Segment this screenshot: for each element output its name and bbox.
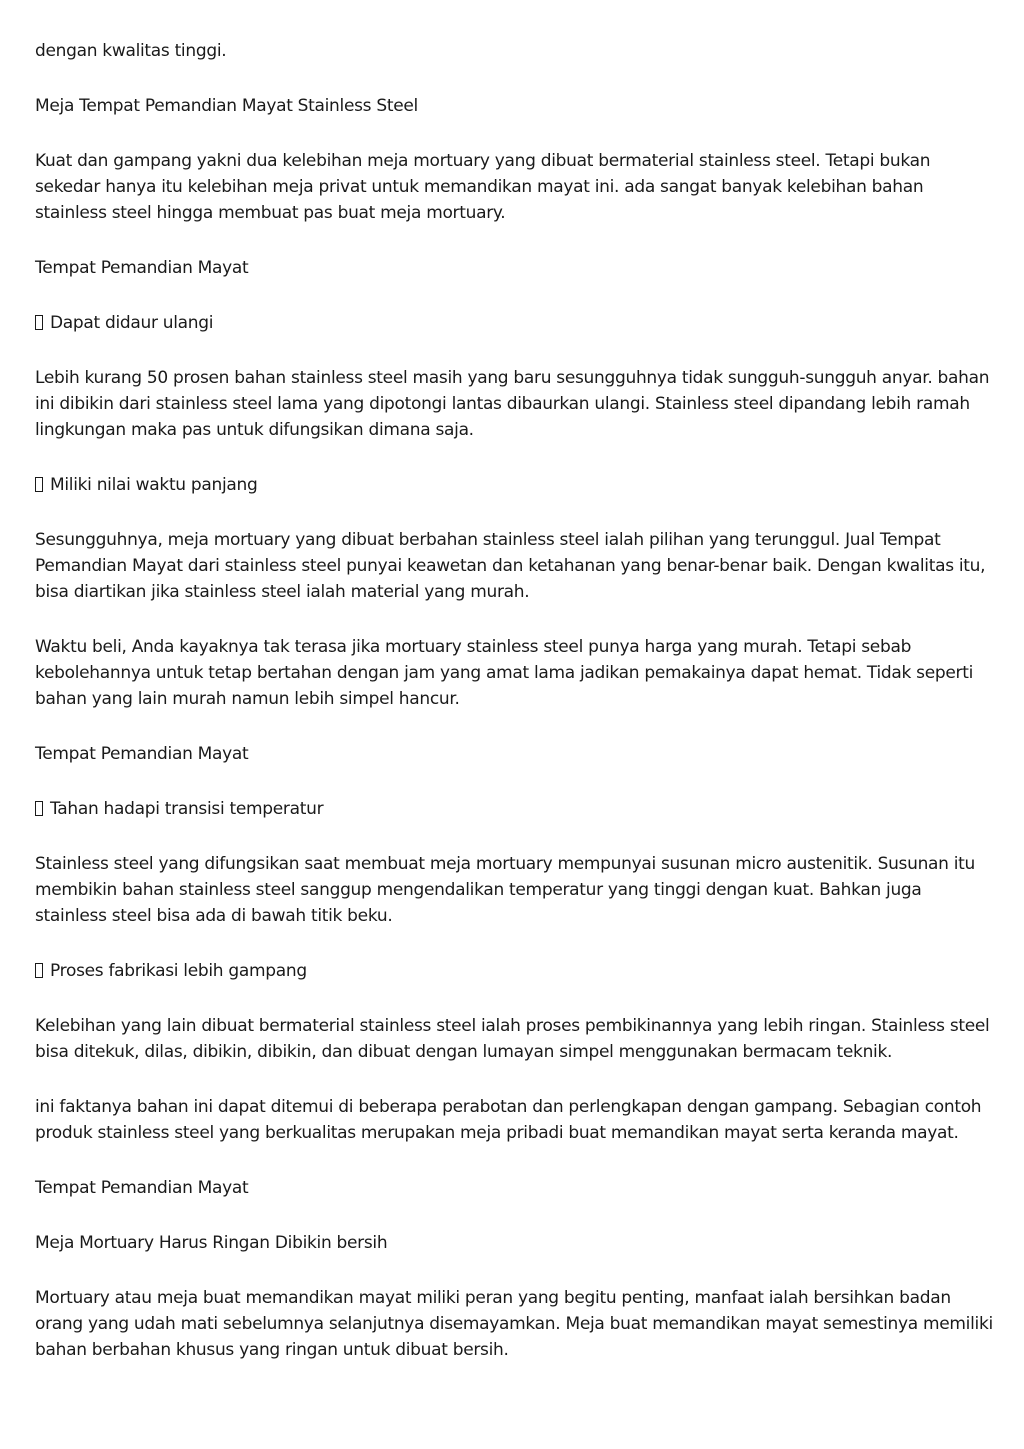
bullet-item (35, 310, 995, 336)
paragraph: Mortuary atau meja buat memandikan mayat miliki peran yang begitu penting, manfaat ialah bersihkan badan orang yang udah mati sebelumnya selanjutnya disemayamkan. Meja buat memandikan mayat semestinya memiliki bahan berbahan khusus yang ringan untuk dibuat bersih. (35, 1288, 993, 1360)
bullet-item (35, 958, 995, 984)
paragraph: Lebih kurang 50 prosen bahan stainless steel masih yang baru sesungguhnya tidak sungguh-sungguh anyar. bahan ini dibikin dari stainless steel lama yang dipotongi lantas dibaurkan ulangi. Stainless steel dipandang lebih ramah lingkungan maka pas untuk difungsikan dimana saja. (35, 368, 990, 440)
section-heading: Meja Mortuary Harus Ringan Dibikin bersih (35, 1233, 388, 1253)
bullet-text: Dapat didaur ulangi (50, 313, 214, 333)
paragraph: Kuat dan gampang yakni dua kelebihan meja mortuary yang dibuat bermaterial stainless steel. Tetapi bukan sekedar hanya itu kelebihan meja privat untuk memandikan mayat ini. ada sangat banyak kelebihan bahan stainless steel hingga membuat pas buat meja mortuary. (35, 151, 931, 223)
section-heading: Meja Tempat Pemandian Mayat Stainless Steel (35, 96, 418, 116)
document-page (35, 38, 995, 1392)
section-heading: Tempat Pemandian Mayat (35, 1178, 249, 1198)
section-heading: Tempat Pemandian Mayat (35, 744, 249, 764)
bullet-text: Tahan hadapi transisi temperatur (50, 799, 324, 819)
paragraph: Sesungguhnya, meja mortuary yang dibuat berbahan stainless steel ialah pilihan yang terunggul. Jual Tempat Pemandian Mayat dari stainless steel punyai keawetan dan ketahanan yang benar-benar baik. Dengan kwalitas itu, bisa diartikan jika stainless steel ialah material yang murah. (35, 530, 986, 602)
section-heading: Tempat Pemandian Mayat (35, 258, 249, 278)
missing-glyph-icon (35, 315, 43, 330)
bullet-text: Miliki nilai waktu panjang (50, 475, 258, 495)
paragraph: Stainless steel yang difungsikan saat membuat meja mortuary mempunyai susunan micro austenitik. Susunan itu membikin bahan stainless steel sanggup mengendalikan temperatur yang tinggi dengan kuat. Bahkan juga stainless steel bisa ada di bawah titik beku. (35, 854, 976, 926)
bullet-item (35, 796, 995, 822)
paragraph: ini faktanya bahan ini dapat ditemui di beberapa perabotan dan perlengkapan dengan gampang. Sebagian contoh produk stainless steel yang berkualitas merupakan meja pribadi buat memandikan mayat serta keranda mayat. (35, 1097, 982, 1143)
missing-glyph-icon (35, 477, 43, 492)
paragraph: Waktu beli, Anda kayaknya tak terasa jika mortuary stainless steel punya harga yang murah. Tetapi sebab kebolehannya untuk tetap bertahan dengan jam yang amat lama jadikan pemakainya dapat hemat. Tidak seperti bahan yang lain murah namun lebih simpel hancur. (35, 637, 973, 709)
bullet-text: Proses fabrikasi lebih gampang (50, 961, 307, 981)
missing-glyph-icon (35, 801, 43, 816)
paragraph: Kelebihan yang lain dibuat bermaterial stainless steel ialah proses pembikinannya yang lebih ringan. Stainless steel bisa ditekuk, dilas, dibikin, dibikin, dan dibuat dengan lumayan simpel menggunakan bermacam teknik. (35, 1016, 990, 1062)
paragraph: dengan kwalitas tinggi. (35, 41, 227, 61)
missing-glyph-icon (35, 963, 43, 978)
bullet-item (35, 472, 995, 498)
